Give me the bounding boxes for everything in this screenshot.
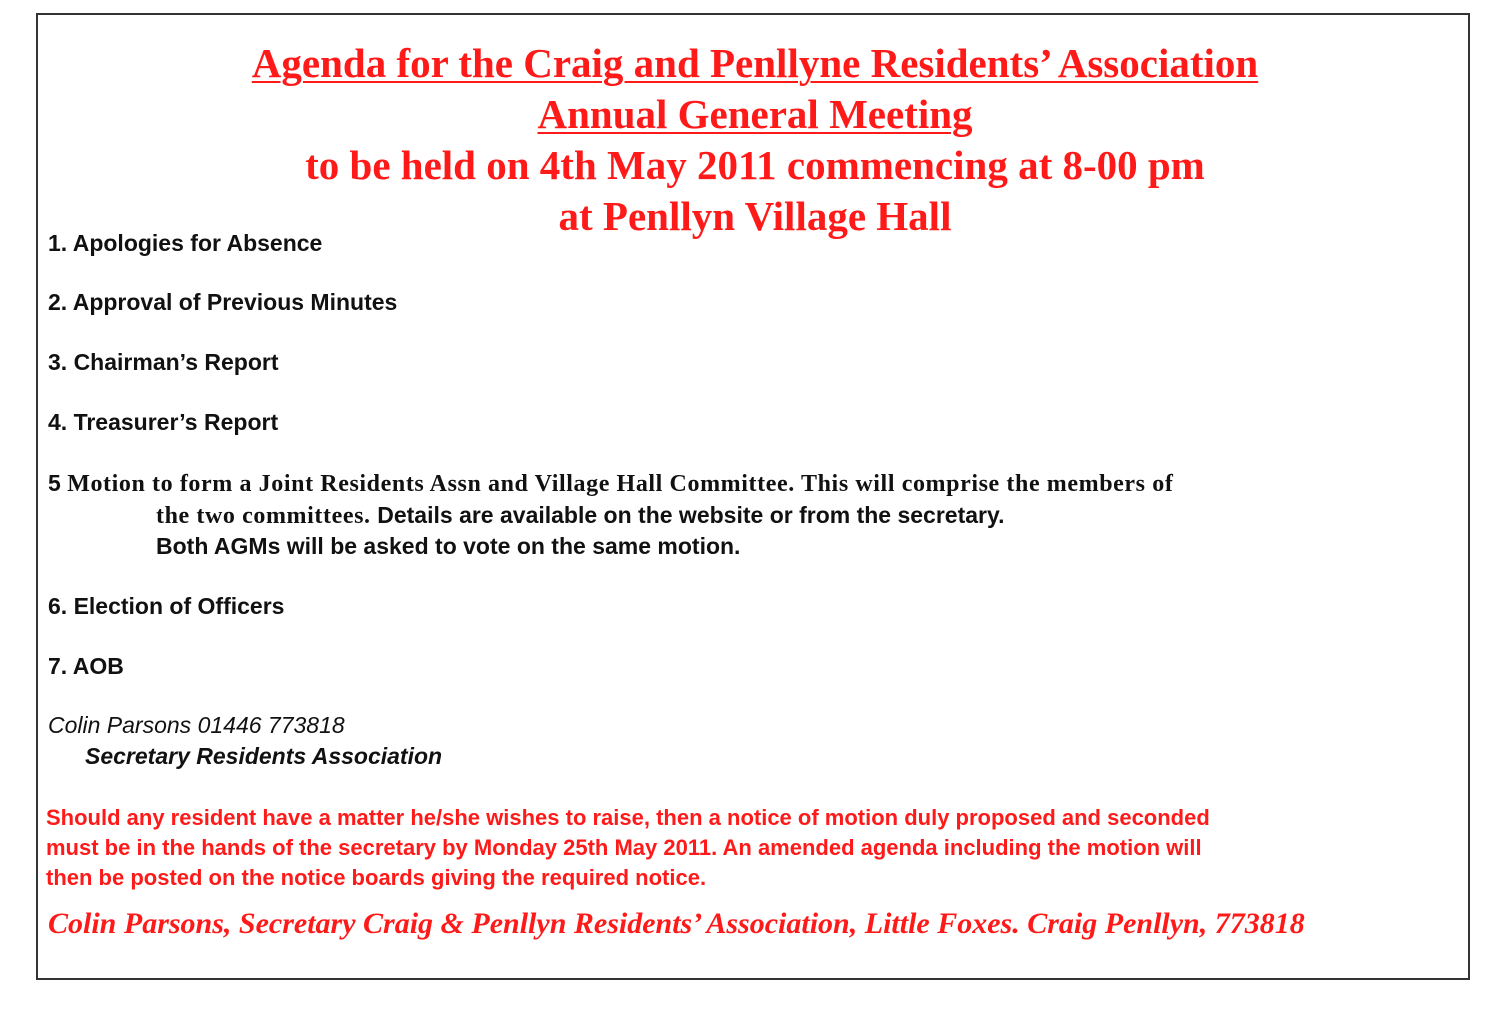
title-line-2: Annual General Meeting [537,91,973,137]
title-line-1: Agenda for the Craig and Penllyne Residents’ Association [251,40,1259,86]
agenda-notice-frame [36,13,1470,980]
motion-notice-line-2: must be in the hands of the secretary by Monday 25th May 2011. An amended agenda including the motion will [46,835,1202,860]
motion-notice-line-1: Should any resident have a matter he/she wishes to raise, then a notice of motion duly proposed and seconded [46,805,1210,830]
agenda-item-motion-number: 5 [48,470,68,496]
secretary-role: Secretary Residents Association [85,743,443,769]
agenda-item-treasurers-report: 4. Treasurer’s Report [48,409,279,435]
agenda-item-motion-line-1: Motion to form a Joint Residents Assn and Village Hall Committee. This will comprise the members of [67,471,1174,497]
agenda-item-previous-minutes: 2. Approval of Previous Minutes [48,289,398,315]
agenda-item-apologies: 1. Apologies for Absence [48,230,323,256]
meeting-venue-line: at Penllyn Village Hall [558,193,952,239]
agenda-item-chairmans-report: 3. Chairman’s Report [48,349,279,375]
agenda-item-election: 6. Election of Officers [48,593,285,619]
secretary-name-phone: Colin Parsons 01446 773818 [48,712,345,738]
agenda-item-aob: 7. AOB [48,653,124,679]
secretary-contact-footer: Colin Parsons, Secretary Craig & Penllyn Residents’ Association, Little Foxes. Craig Penllyn, 773818 [48,907,1305,940]
agenda-item-motion-line-2-sans: Details are available on the website or from the secretary. [377,502,1005,528]
agenda-item-motion-line-2-serif: the two committees. [156,503,378,529]
motion-notice-paragraph [46,803,1456,893]
agenda-item-motion [48,469,1173,498]
meeting-date-line: to be held on 4th May 2011 commencing at 8-00 pm [305,142,1205,188]
motion-notice-line-3: then be posted on the notice boards giving the required notice. [46,865,707,890]
agenda-item-motion-line-3-text: Both AGMs will be asked to vote on the same motion. [156,533,741,559]
